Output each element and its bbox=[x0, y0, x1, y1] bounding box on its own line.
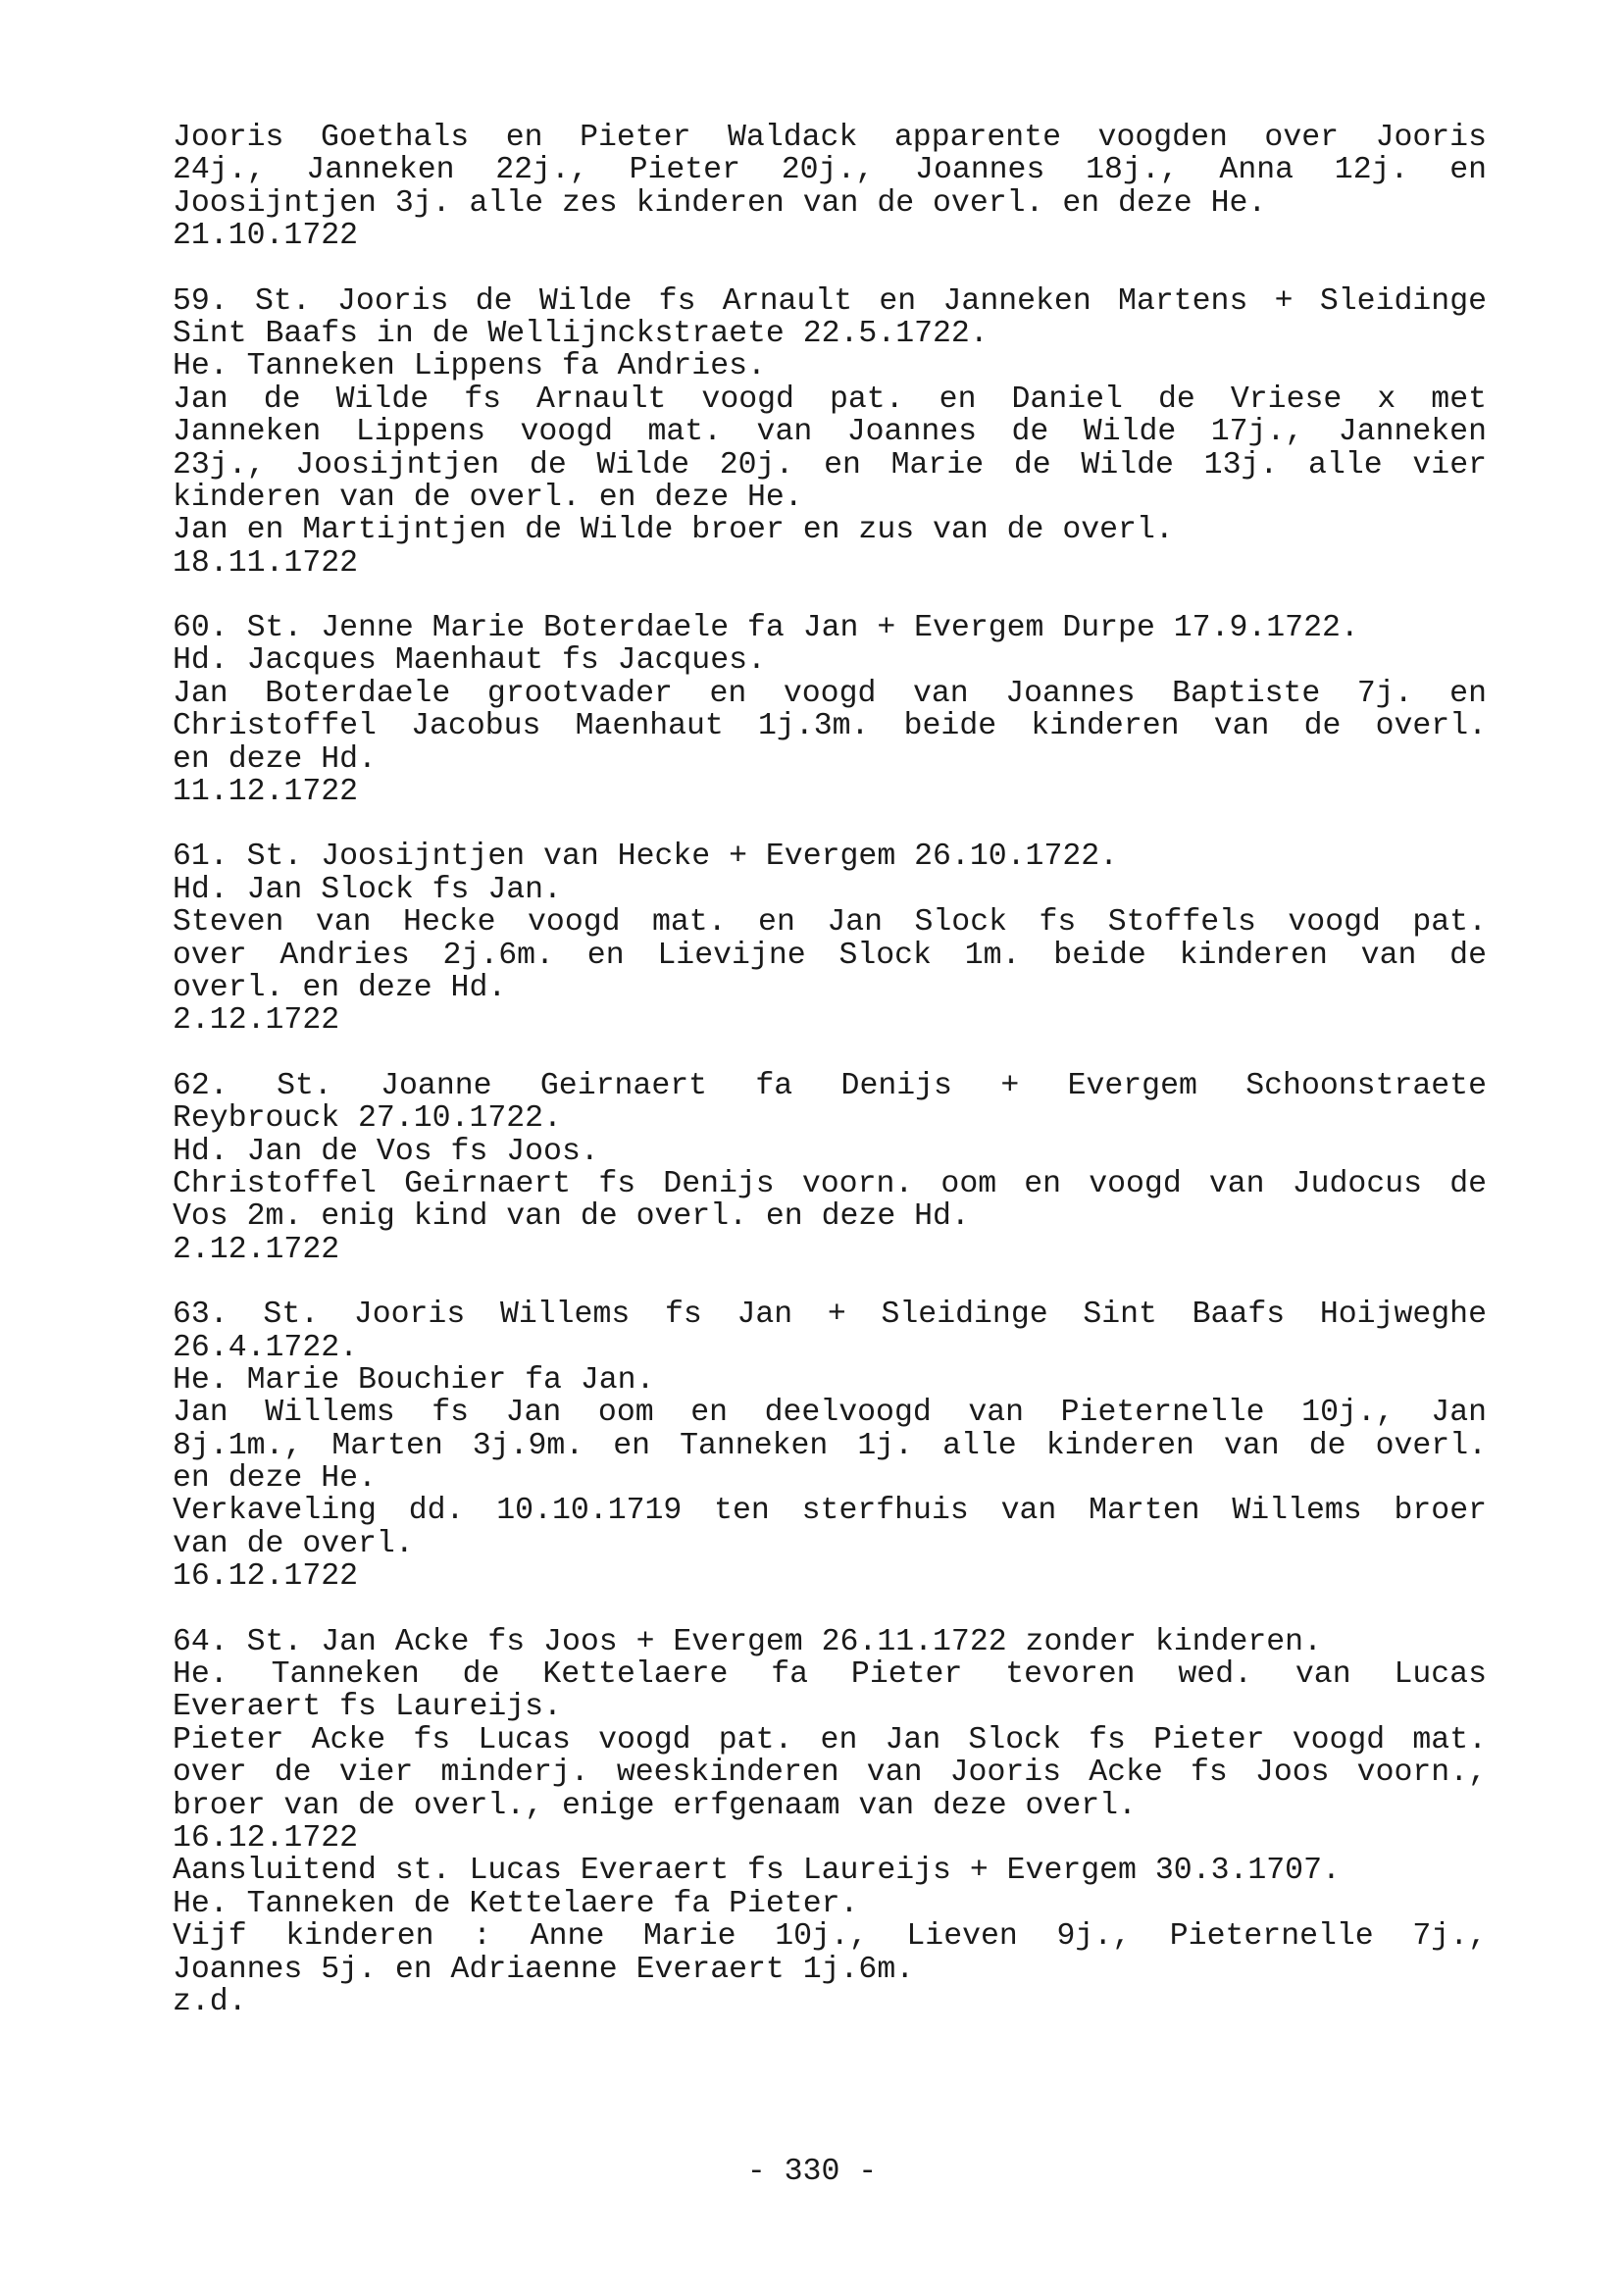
text-line: 11.12.1722 bbox=[173, 775, 359, 810]
page-number: - 330 - bbox=[746, 2155, 878, 2189]
text-line: 8j.1m., Marten 3j.9m. en Tanneken 1j. alle kinderen van de overl. bbox=[173, 1428, 1487, 1463]
text-line: Aansluitend st. Lucas Everaert fs Laureijs + Evergem 30.3.1707. bbox=[173, 1854, 1341, 1889]
record-paragraph bbox=[173, 1070, 1487, 1266]
text-line: Pieter Acke fs Lucas voogd pat. en Jan Slock fs Pieter voogd mat. bbox=[173, 1722, 1487, 1757]
text-line: broer van de overl., enige erfgenaam van deze overl. bbox=[173, 1788, 1137, 1823]
text-line: over de vier minderj. weeskinderen van Jooris Acke fs Joos voorn., bbox=[173, 1756, 1487, 1791]
text-line: He. Tanneken Lippens fa Andries. bbox=[173, 349, 766, 384]
text-line: 24j., Janneken 22j., Pieter 20j., Joannes 18j., Anna 12j. en bbox=[173, 153, 1487, 188]
text-line: 18.11.1722 bbox=[173, 545, 359, 581]
text-line: 16.12.1722 bbox=[173, 1820, 359, 1856]
text-line: 23j., Joosijntjen de Wilde 20j. en Marie de Wilde 13j. alle vier bbox=[173, 447, 1487, 483]
document-body bbox=[173, 122, 1487, 2051]
text-line: Joannes 5j. en Adriaenne Everaert 1j.6m. bbox=[173, 1952, 915, 1987]
text-line: kinderen van de overl. en deze He. bbox=[173, 480, 803, 515]
text-line: Everaert fs Laureijs. bbox=[173, 1690, 562, 1725]
text-line: 59. St. Jooris de Wilde fs Arnault en Janneken Martens + Sleidinge bbox=[173, 283, 1487, 319]
text-line: Jan Boterdaele grootvader en voogd van Joannes Baptiste 7j. en bbox=[173, 676, 1487, 711]
text-line: Sint Baafs in de Wellijnckstraete 22.5.1722. bbox=[173, 316, 989, 351]
text-line: Steven van Hecke voogd mat. en Jan Slock fs Stoffels voogd pat. bbox=[173, 905, 1487, 941]
text-line: Reybrouck 27.10.1722. bbox=[173, 1101, 562, 1137]
text-line: 62. St. Joanne Geirnaert fa Denijs + Evergem Schoonstraete bbox=[173, 1068, 1487, 1103]
text-line: z.d. bbox=[173, 1984, 247, 2019]
record-paragraph bbox=[173, 122, 1487, 253]
text-line: Hd. Jan Slock fs Jan. bbox=[173, 872, 562, 907]
text-line: 2.12.1722 bbox=[173, 1232, 340, 1267]
text-line: en deze He. bbox=[173, 1461, 377, 1497]
text-line: 61. St. Joosijntjen van Hecke + Evergem 26.10.1722. bbox=[173, 840, 1119, 875]
text-line: 26.4.1722. bbox=[173, 1330, 359, 1365]
text-line: Verkaveling dd. 10.10.1719 ten sterfhuis van Marten Willems broer bbox=[173, 1494, 1487, 1529]
text-line: He. Marie Bouchier fa Jan. bbox=[173, 1362, 655, 1398]
text-line: Christoffel Geirnaert fs Denijs voorn. oom en voogd van Judocus de bbox=[173, 1166, 1487, 1201]
record-paragraph bbox=[173, 1298, 1487, 1594]
text-line: Joosijntjen 3j. alle zes kinderen van de overl. en deze He. bbox=[173, 185, 1267, 221]
text-line: Jooris Goethals en Pieter Waldack apparente voogden over Jooris bbox=[173, 121, 1487, 155]
text-line: Hd. Jan de Vos fs Joos. bbox=[173, 1134, 599, 1169]
text-line: 64. St. Jan Acke fs Joos + Evergem 26.11.1722 zonder kinderen. bbox=[173, 1624, 1322, 1659]
text-line: 21.10.1722 bbox=[173, 219, 359, 254]
text-line: 16.12.1722 bbox=[173, 1559, 359, 1595]
record-paragraph bbox=[173, 840, 1487, 1037]
text-line: overl. en deze Hd. bbox=[173, 970, 507, 1005]
text-line: Christoffel Jacobus Maenhaut 1j.3m. beide kinderen van de overl. bbox=[173, 709, 1487, 744]
text-line: 2.12.1722 bbox=[173, 1003, 340, 1039]
text-line: 60. St. Jenne Marie Boterdaele fa Jan + Evergem Durpe 17.9.1722. bbox=[173, 611, 1359, 646]
text-line: en deze Hd. bbox=[173, 741, 377, 777]
text-line: Jan de Wilde fs Arnault voogd pat. en Daniel de Vriese x met bbox=[173, 382, 1487, 417]
text-line: 63. St. Jooris Willems fs Jan + Sleidinge Sint Baafs Hoijweghe bbox=[173, 1298, 1487, 1333]
record-paragraph bbox=[173, 285, 1487, 581]
text-line: Janneken Lippens voogd mat. van Joannes de Wilde 17j., Janneken bbox=[173, 415, 1487, 450]
record-paragraph bbox=[173, 612, 1487, 808]
text-line: Jan Willems fs Jan oom en deelvoogd van Pieternelle 10j., Jan bbox=[173, 1396, 1487, 1431]
text-line: He. Tanneken de Kettelaere fa Pieter. bbox=[173, 1886, 859, 1921]
text-line: over Andries 2j.6m. en Lievijne Slock 1m. beide kinderen van de bbox=[173, 938, 1487, 973]
text-line: Vijf kinderen : Anne Marie 10j., Lieven 9j., Pieternelle 7j., bbox=[173, 1919, 1487, 1955]
text-line: Jan en Martijntjen de Wilde broer en zus van de overl. bbox=[173, 513, 1174, 548]
text-line: van de overl. bbox=[173, 1526, 414, 1561]
text-line: Vos 2m. enig kind van de overl. en deze Hd. bbox=[173, 1199, 970, 1235]
record-paragraph bbox=[173, 1626, 1487, 2019]
text-line: He. Tanneken de Kettelaere fa Pieter tevoren wed. van Lucas bbox=[173, 1657, 1487, 1693]
text-line: Hd. Jacques Maenhaut fs Jacques. bbox=[173, 643, 766, 679]
